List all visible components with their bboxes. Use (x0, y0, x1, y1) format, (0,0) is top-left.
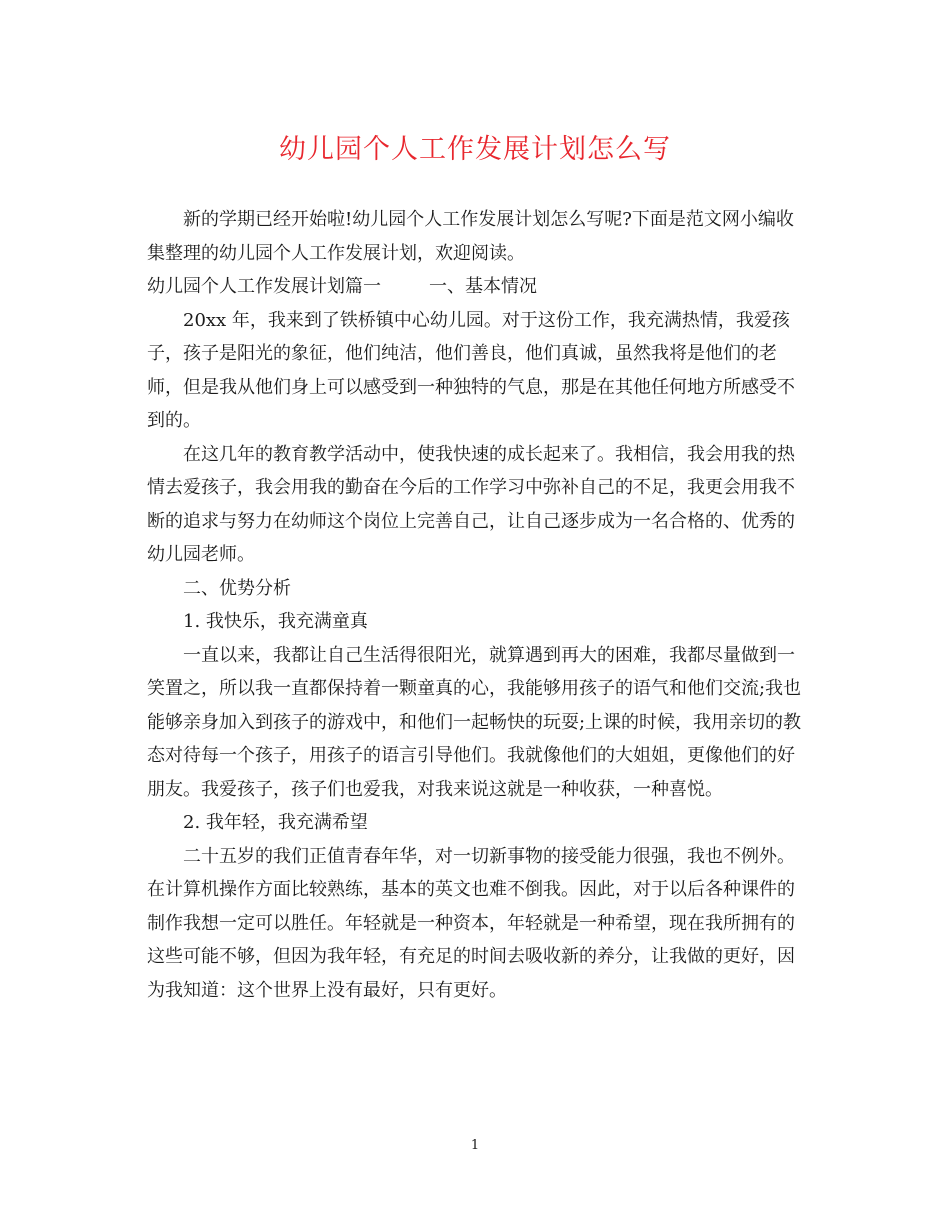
document-title: 幼儿园个人工作发展计划怎么写 (279, 134, 671, 165)
heading-advantages: 二、优势分析 (183, 577, 291, 599)
paragraph-happy: 一直以来，我都让自己生活得很阳光，就算遇到再大的困难，我都尽量做到一笑置之，所以我一直都保持着一颗童真的心，我能够用孩子的语气和他们交流;我也能够亲身加入到孩子的游戏中，和他们一起畅快的玩耍;上课的时候，我用亲切的教态对待每一个孩子，用孩子的语言引导他们。我就像他们的大姐姐，更像他们的好朋友。我爱孩子，孩子们也爱我，对我来说这就是一种收获，一种喜悦。 (147, 644, 802, 800)
paragraph-young: 二十五岁的我们正值青春年华，对一切新事物的接受能力很强，我也不例外。在计算机操作方面比较熟练，基本的英文也难不倒我。因此，对于以后各种课件的制作我想一定可以胜任。年轻就是一种资本，年轻就是一种希望，现在我所拥有的这些可能不够，但因为我年轻，有充足的时间去吸收新的养分，让我做的更好，因为我知道：这个世界上没有最好，只有更好。 (147, 845, 795, 1001)
section-line (147, 270, 807, 304)
page-number: 1 (470, 1138, 480, 1153)
document-body (147, 203, 807, 1007)
section-first-heading: 一、基本情况 (429, 276, 537, 297)
intro-paragraph: 新的学期已经开始啦!幼儿园个人工作发展计划怎么写呢?下面是范文网小编收集整理的幼儿园个人工作发展计划，欢迎阅读。 (147, 209, 794, 264)
section-label: 幼儿园个人工作发展计划篇一 (147, 276, 381, 297)
subheading-happy: 1. 我快乐，我充满童真 (183, 611, 368, 632)
paragraph-basic-situation: 20xx 年，我来到了铁桥镇中心幼儿园。对于这份工作，我充满热情，我爱孩子，孩子是阳光的象征，他们纯洁，他们善良，他们真诚，虽然我将是他们的老师，但是我从他们身上可以感受到一种独特的气息，那是在其他任何地方所感受不到的。 (147, 309, 795, 431)
paragraph-growth: 在这几年的教育教学活动中，使我快速的成长起来了。我相信，我会用我的热情去爱孩子，我会用我的勤奋在今后的工作学习中弥补自己的不足，我更会用我不断的追求与努力在幼师这个岗位上完善自己，让自己逐步成为一名合格的、优秀的幼儿园老师。 (147, 443, 795, 565)
subheading-young: 2. 我年轻，我充满希望 (183, 812, 368, 833)
